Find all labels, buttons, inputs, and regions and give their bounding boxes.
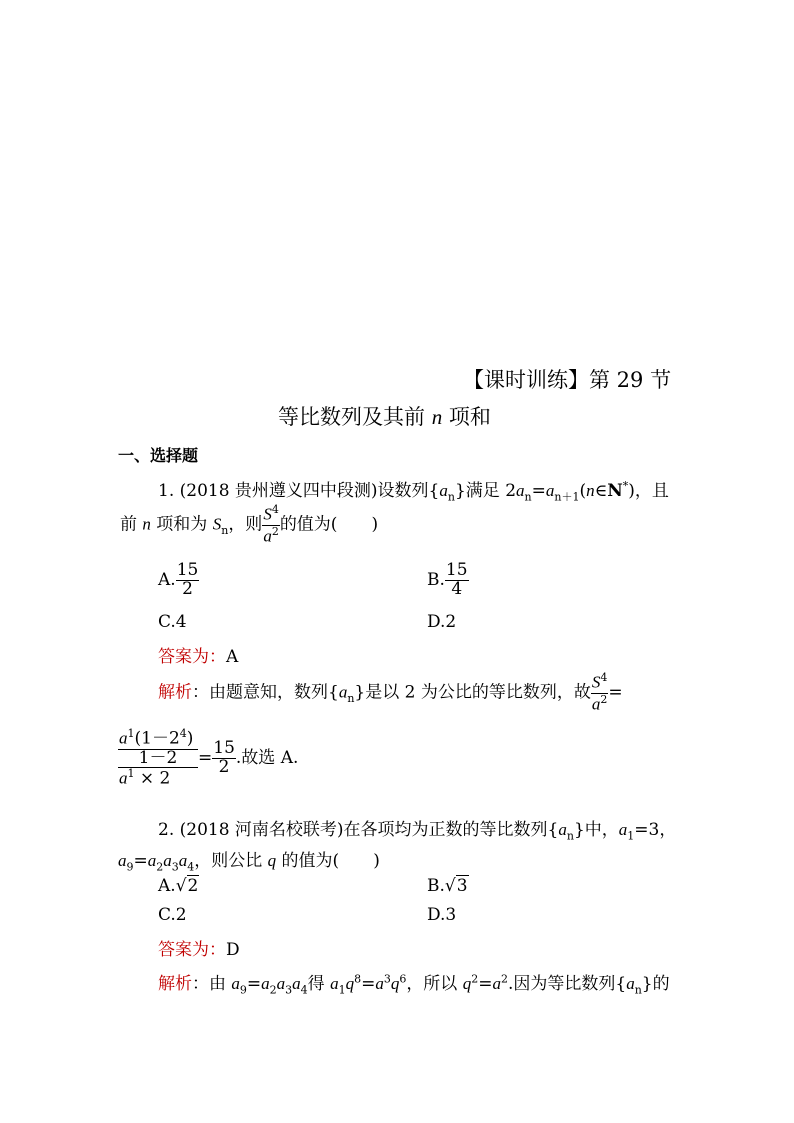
q2-option-d: D.3 <box>427 905 457 925</box>
q2-option-b: B.√3 <box>427 876 468 896</box>
q1-option-d: D.2 <box>427 612 457 632</box>
q1-option-a: A. $\frac{15}{2}$ <box>158 560 199 599</box>
q1-option-b: B. $\frac{15}{4}$ <box>427 560 468 599</box>
q1-option-c: C.4 <box>158 612 187 632</box>
question-1-line-2: 前 n 项和为 $S_n$，则 $\frac{S^4}{a^2}$ 的值为( ) <box>120 503 379 546</box>
question-1-line-1: 1. (2018 贵州遵义四中段测)设数列$\{a_n\}$满足 $2a_n=a_{n+1}(n\in N^*)$，且 <box>158 479 669 504</box>
fraction-s4-a2: $\frac{S^4}{a^2}$ <box>263 503 279 546</box>
compound-fraction: $a^1(1-2^4)$ 1－2 $a^1 \times 2$ <box>118 728 198 789</box>
question-2-line-2: $a_9=a_2a_3a_4$，则公比 q 的值为( ) <box>118 851 380 874</box>
q1-explanation-line-1: 解析：由题意知，数列$\{a_n\}$是以 2 为公比的等比数列，故 $\frac{S^4}{a^2}$ = <box>158 671 623 714</box>
lesson-header: 【课时训练】第 29 节 <box>463 368 672 392</box>
q2-option-a: A.√2 <box>158 876 199 896</box>
q2-answer: 答案为：D <box>158 940 240 960</box>
q1-answer: 答案为：A <box>158 647 239 667</box>
q2-option-c: C.2 <box>158 905 187 925</box>
question-2-line-1: 2. (2018 河南名校联考)在各项均为正数的等比数列$\{a_n\}$中，$a_1=3$， <box>158 820 677 843</box>
q2-explanation-line-1: 解析：由 $a_9=a_2a_3a_4$得 $a_1q^8=a^3q^6$，所以 $q^2=a^2$.因为等比数列$\{a_n\}$的 <box>158 972 670 997</box>
q1-explanation-formula: $a^1(1-2^4)$ 1－2 $a^1 \times 2$ = $\frac{15}{2}$ .故选 A. <box>119 727 299 789</box>
section-heading: 一、选择题 <box>118 446 199 465</box>
section-title: 等比数列及其前 n 项和 <box>278 405 491 429</box>
